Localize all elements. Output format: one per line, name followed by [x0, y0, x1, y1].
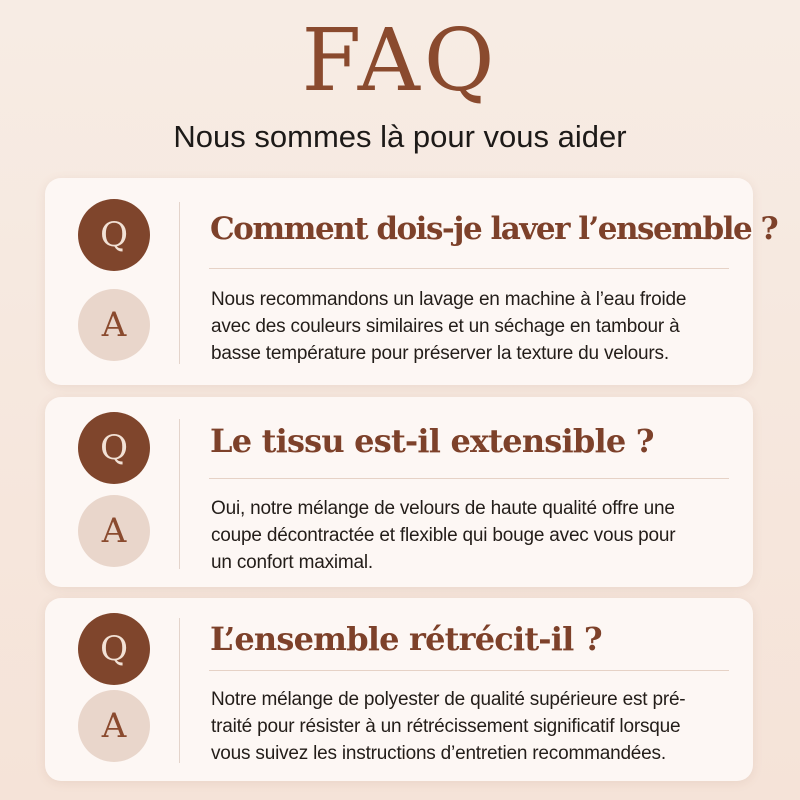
vertical-divider: [179, 419, 180, 569]
answer-badge: A: [78, 495, 150, 567]
answer-line: coupe décontractée et flexible qui bouge avec vous pour: [211, 525, 676, 546]
question-badge: Q: [78, 199, 150, 271]
answer-line: un confort maximal.: [211, 552, 373, 573]
vertical-divider: [179, 618, 180, 763]
faq-question: Le tissu est-il extensible ?: [210, 422, 654, 460]
faq-answer: [211, 686, 741, 767]
vertical-divider: [179, 202, 180, 364]
horizontal-divider: [209, 670, 729, 671]
answer-badge: A: [78, 690, 150, 762]
page-title: FAQ: [301, 11, 499, 111]
faq-card: [45, 397, 753, 587]
answer-line: basse température pour préserver la texture du velours.: [211, 343, 669, 364]
answer-line: traité pour résister à un rétrécissement significatif lorsque: [211, 716, 681, 737]
answer-line: Nous recommandons un lavage en machine à l’eau froide: [211, 289, 687, 310]
answer-badge: A: [78, 289, 150, 361]
answer-line: Notre mélange de polyester de qualité supérieure est pré-: [211, 689, 686, 710]
faq-card: [45, 598, 753, 781]
faq-answer: [211, 495, 741, 576]
page-subtitle: Nous sommes là pour vous aider: [173, 119, 627, 154]
faq-question: L’ensemble rétrécit-il ?: [210, 620, 602, 658]
question-badge: Q: [78, 613, 150, 685]
faq-question: Comment dois-je laver l’ensemble ?: [210, 211, 778, 247]
answer-line: avec des couleurs similaires et un séchage en tambour à: [211, 316, 680, 337]
answer-line: Oui, notre mélange de velours de haute qualité offre une: [211, 498, 675, 519]
faq-card: [45, 178, 778, 385]
faq-answer: [211, 286, 741, 367]
horizontal-divider: [209, 268, 729, 269]
question-badge: Q: [78, 412, 150, 484]
horizontal-divider: [209, 478, 729, 479]
answer-line: vous suivez les instructions d’entretien recommandées.: [211, 743, 666, 764]
